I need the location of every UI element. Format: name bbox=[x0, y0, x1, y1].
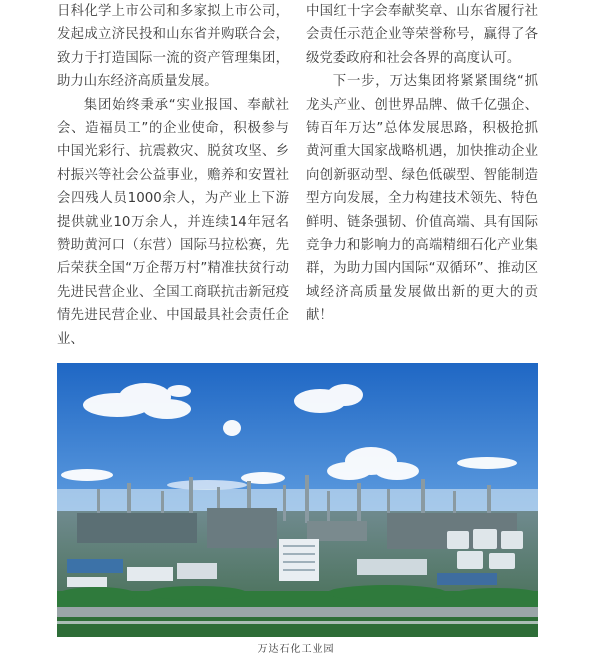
road bbox=[57, 607, 538, 617]
right-text-column bbox=[306, 0, 538, 328]
photo-caption: 万达石化工业园 bbox=[257, 644, 335, 655]
paragraph-continued: 日科化学上市公司和多家拟上市公司，发起成立济民投和山东省并购联合会，致力于打造国际一流的资产管理集团，助力山东经济高质量发展。 bbox=[57, 4, 289, 90]
paragraph-honors-continued: 中国红十字会奉献奖章、山东省履行社会责任示范企业等荣誉称号，赢得了各级党委政府和社会各界的高度认可。 bbox=[306, 4, 538, 66]
industrial-park-photo bbox=[57, 363, 538, 637]
office-building bbox=[279, 539, 319, 581]
paragraph-next-steps: 下一步，万达集团将紧紧围绕“抓龙头产业、创世界品牌、做千亿强企、铸百年万达”总体发展思路，积极抢抓黄河重大国家战略机遇，加快推动企业向创新驱动型、绿色低碳型、智能制造型方向发展，全力构建技术领先、特色鲜明、链条强韧、价值高端、具有国际竞争力和影响力的高端精细石化产业集群，为助力国内国际“双循环”、推动区域经济高质量发展做出新的更大的贡献！ bbox=[306, 74, 538, 324]
paragraph-corporate-mission: 集团始终秉承“实业报国、奉献社会、造福员工”的企业使命，积极参与中国光彩行、抗震救灾、脱贫攻坚、乡村振兴等社会公益事业，赡养和安置社会四残人员1000余人，为产业上下游提供就业10万余人，并连续14年冠名赞助黄河口（东营）国际马拉松赛，先后荣获全国“万企帮万村”精准扶贫行动先进民营企业、全国工商联抗击新冠疫情先进民营企业、中国最具社会责任企业、 bbox=[57, 97, 289, 347]
left-text-column bbox=[57, 0, 289, 351]
